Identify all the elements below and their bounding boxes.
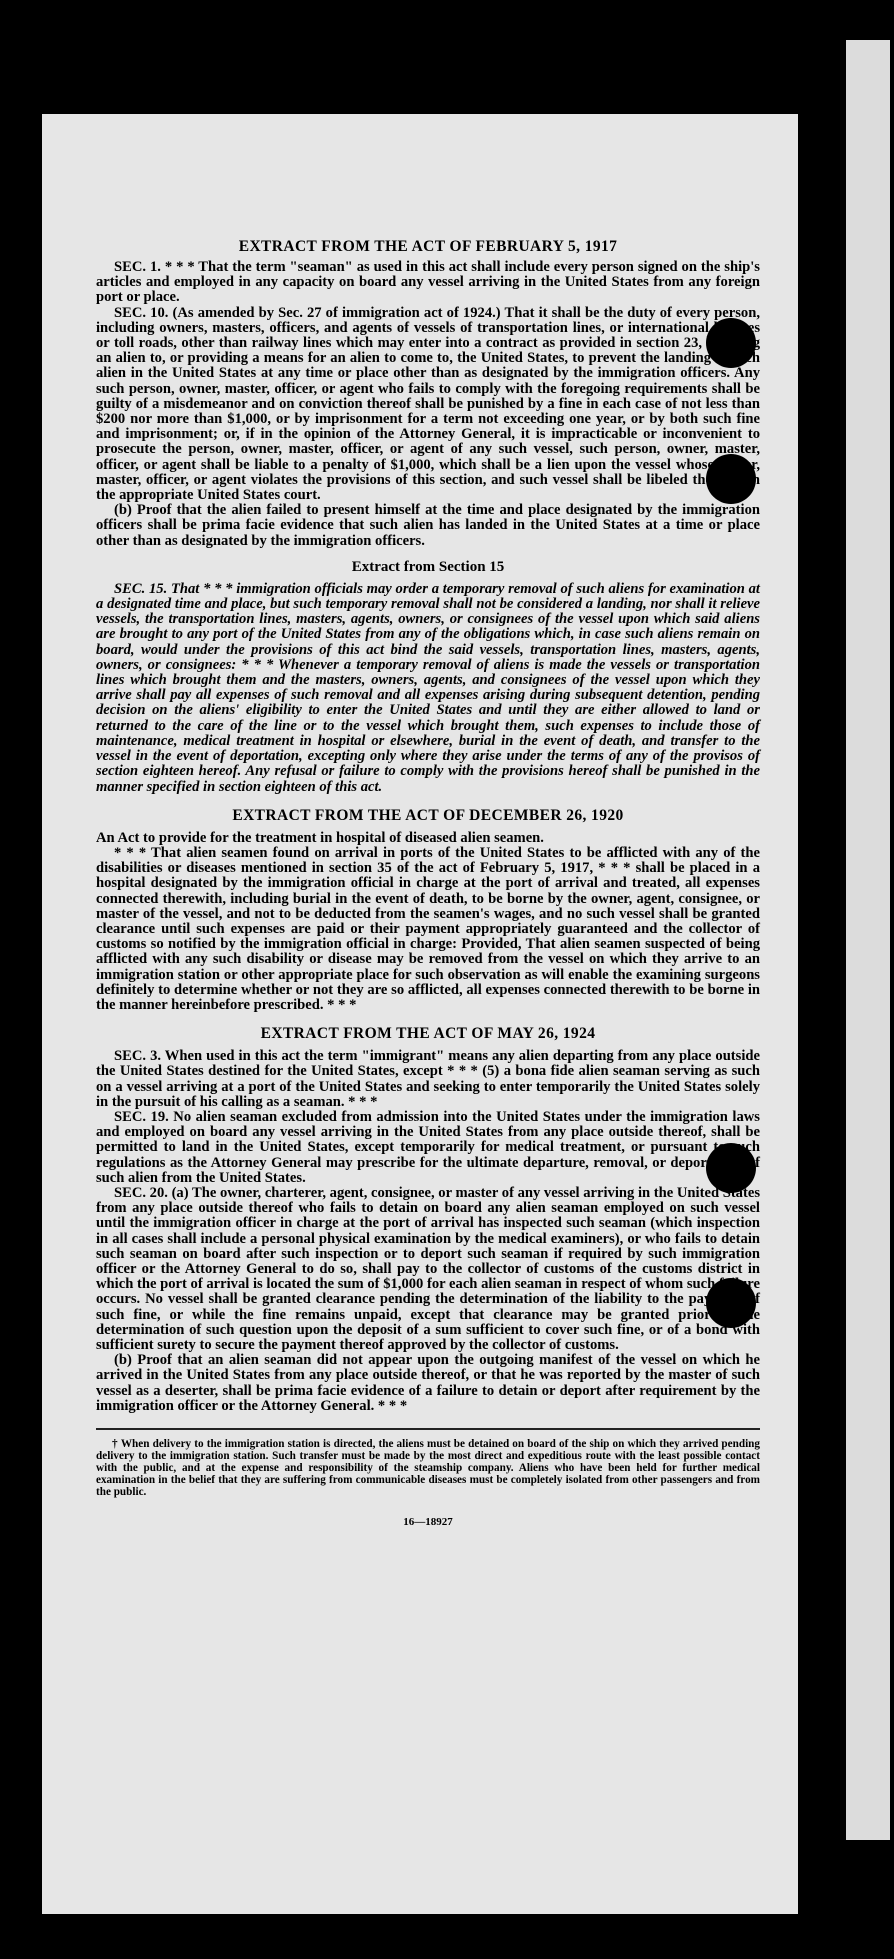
section-20-a: SEC. 20. (a) The owner, charterer, agent, consignee, or master of any vessel arriving in the United States from any place outside thereof who fails to detain on board any alien seaman employed on such vessel until the immigration officer in charge at the port of arrival has inspected such seaman (which inspection in all cases shall include a personal physical examination by the medical examiners), or who fails to detain such seaman on board after such inspection or to deport such seaman if required by such immigration officer or the Attorney General to do so, shall pay to the collector of customs of the customs district in which the port of arrival is located the sum of $1,000 for each alien seaman in respect of whom such failure occurs. No vessel shall be granted clearance pending the determination of the liability to the payment of such fine, or while the fine remains unpaid, except that clearance may be granted prior to the determination of such question upon the deposit of a sum sufficient to cover such fine, or of a bond with sufficient surety to secure the payment thereof approved by the collector of customs. — [96, 1184, 760, 1353]
adjacent-page-edge — [846, 40, 890, 1840]
act-1920-title: An Act to provide for the treatment in hospital of diseased alien seamen. — [96, 829, 544, 846]
heading-act-1920: EXTRACT FROM THE ACT OF DECEMBER 26, 1920 — [232, 806, 624, 824]
section-19: SEC. 19. No alien seaman excluded from admission into the United States under the immigration laws and employed on board any vessel arriving in the United States from any place outside thereof, shall be permitted to land in the United States, except temporarily for medical treatment, or pursuant to such regulations as the Attorney General may prescribe for the ultimate departure, removal, or deportation of such alien from the United States. — [96, 1108, 760, 1186]
document-body — [96, 238, 760, 1528]
section-1: SEC. 1. * * * That the term "seaman" as used in this act shall include every person signed on the ship's articles and employed in any capacity on board any vessel arriving in the United States from any foreign port or place. — [96, 259, 760, 306]
section-10: SEC. 10. (As amended by Sec. 27 of immigration act of 1924.) That it shall be the duty of every person, including owners, masters, officers, and agents of vessels of transportation lines, or international bridges or toll roads, other than railway lines which may enter into a contract as provided in section 23, bringing an alien to, or providing a means for an alien to come to, the United States, to prevent the landing of such alien in the United States at any time or place other than as designated by the immigration officers. Any such person, owner, master, officer, or agent who fails to comply with the foregoing requirements shall be guilty of a misdemeanor and on conviction thereof shall be punished by a fine in each case of not less than $200 nor more than $1,000, or by imprisonment for a term not exceeding one year, or by both such fine and imprisonment; or, if in the opinion of the Attorney General, it is impracticable or inconvenient to prosecute the person, owner, master, officer, or agent of any such vessel, such person, owner, master, officer, or agent shall be liable to a penalty of $1,000, which shall be a lien upon the vessel whose owner, master, officer, or agent violates the provisions of this section, and such vessel shall be libeled therefor in the appropriate United States court. — [96, 304, 760, 504]
page-number: 16—18927 — [403, 1516, 453, 1529]
section-3: SEC. 3. When used in this act the term "immigrant" means any alien departing from any place outside the United States destined for the United States, except * * * (5) a bona fide alien seaman serving as such on a vessel arriving at a port of the United States and seeking to enter temporarily the United States solely in the pursuit of his calling as a seaman. * * * — [96, 1048, 760, 1110]
section-10-b: (b) Proof that the alien failed to present himself at the time and place designated by the immigration officers shall be prima facie evidence that such alien has landed in the United States at a time or place other than as designated by the immigration officers. — [96, 502, 760, 549]
footnote: † When delivery to the immigration station is directed, the aliens must be detained on board of the ship on which they arrived pending delivery to the immigration station. Such transfer must be made by the most direct and expeditious route with the least possible contact with the public, and at the expense and responsibility of the steamship company. Aliens who have been held for further medical examination in the belief that they are suffering from communicable diseases must be completely isolated from other passengers and from the public. — [96, 1438, 760, 1499]
section-20-b: (b) Proof that an alien seaman did not appear upon the outgoing manifest of the vessel on which he arrived in the United States from any place outside thereof, or that he was reported by the master of such vessel as a deserter, shall be prima facie evidence of a failure to detain or deport after requirement by the immigration officer or the Attorney General. * * * — [96, 1352, 760, 1414]
footnote-divider — [96, 1428, 760, 1430]
section-15: SEC. 15. That * * * immigration officials may order a temporary removal of such aliens for examination at a designated time and place, but such temporary removal shall not be considered a landing, nor shall it relieve vessels, the transportation lines, masters, agents, owners, or consignees of the vessel upon which said aliens are brought to any port of the United States from any of the obligations which, in case such aliens remain on board, would under the provisions of this act bind the said vessels, transportation lines, masters, agents, owners, or consignees: * * * Whenever a temporary removal of aliens is made the vessels or transportation lines which brought them and the masters, owners, agents, and consignees of the vessel upon which they arrive shall pay all expenses of such removal and all expenses arising during subsequent detention, pending decision on the aliens' eligibility to enter the United States and until they are either allowed to land or returned to the care of the line or to the vessel which brought them, such expenses to include those of maintenance, medical treatment in hospital or elsewhere, burial in the event of death, and transfer to the vessel in the event of deportation, excepting only where they arise under the terms of any of the provisos of section eighteen hereof. Any refusal or failure to comply with the provisions hereof shall be punished in the manner specified in section eighteen of this act. — [96, 580, 760, 795]
heading-section-15: Extract from Section 15 — [351, 558, 505, 575]
heading-act-1924: EXTRACT FROM THE ACT OF MAY 26, 1924 — [260, 1025, 596, 1043]
act-1920-text: * * * That alien seamen found on arrival in ports of the United States to be afflicted with any of the disabilities or diseases mentioned in section 35 of the act of February 5, 1917, * * * shall be placed in a hospital designated by the immigration official in charge at the port of arrival and treated, all expenses connected therewith, including burial in the event of death, to be borne by the owner, agent, consignee, or master of the vessel, and not to be deducted from the seamen's wages, and no such vessel shall be granted clearance until such expenses are paid or their payment appropriately guaranteed and the collector of customs so notified by the immigration official in charge: Provided, That alien seamen suspected of being afflicted with any such disability or disease may be removed from the vessel on which they arrive to an immigration station or other appropriate place for such observation as will enable the examining surgeons definitely to determine whether or not they are so afflicted, all expenses connected therewith to be borne in the manner hereinbefore prescribed. * * * — [96, 844, 760, 1013]
heading-act-1917: EXTRACT FROM THE ACT OF FEBRUARY 5, 1917 — [238, 238, 618, 255]
